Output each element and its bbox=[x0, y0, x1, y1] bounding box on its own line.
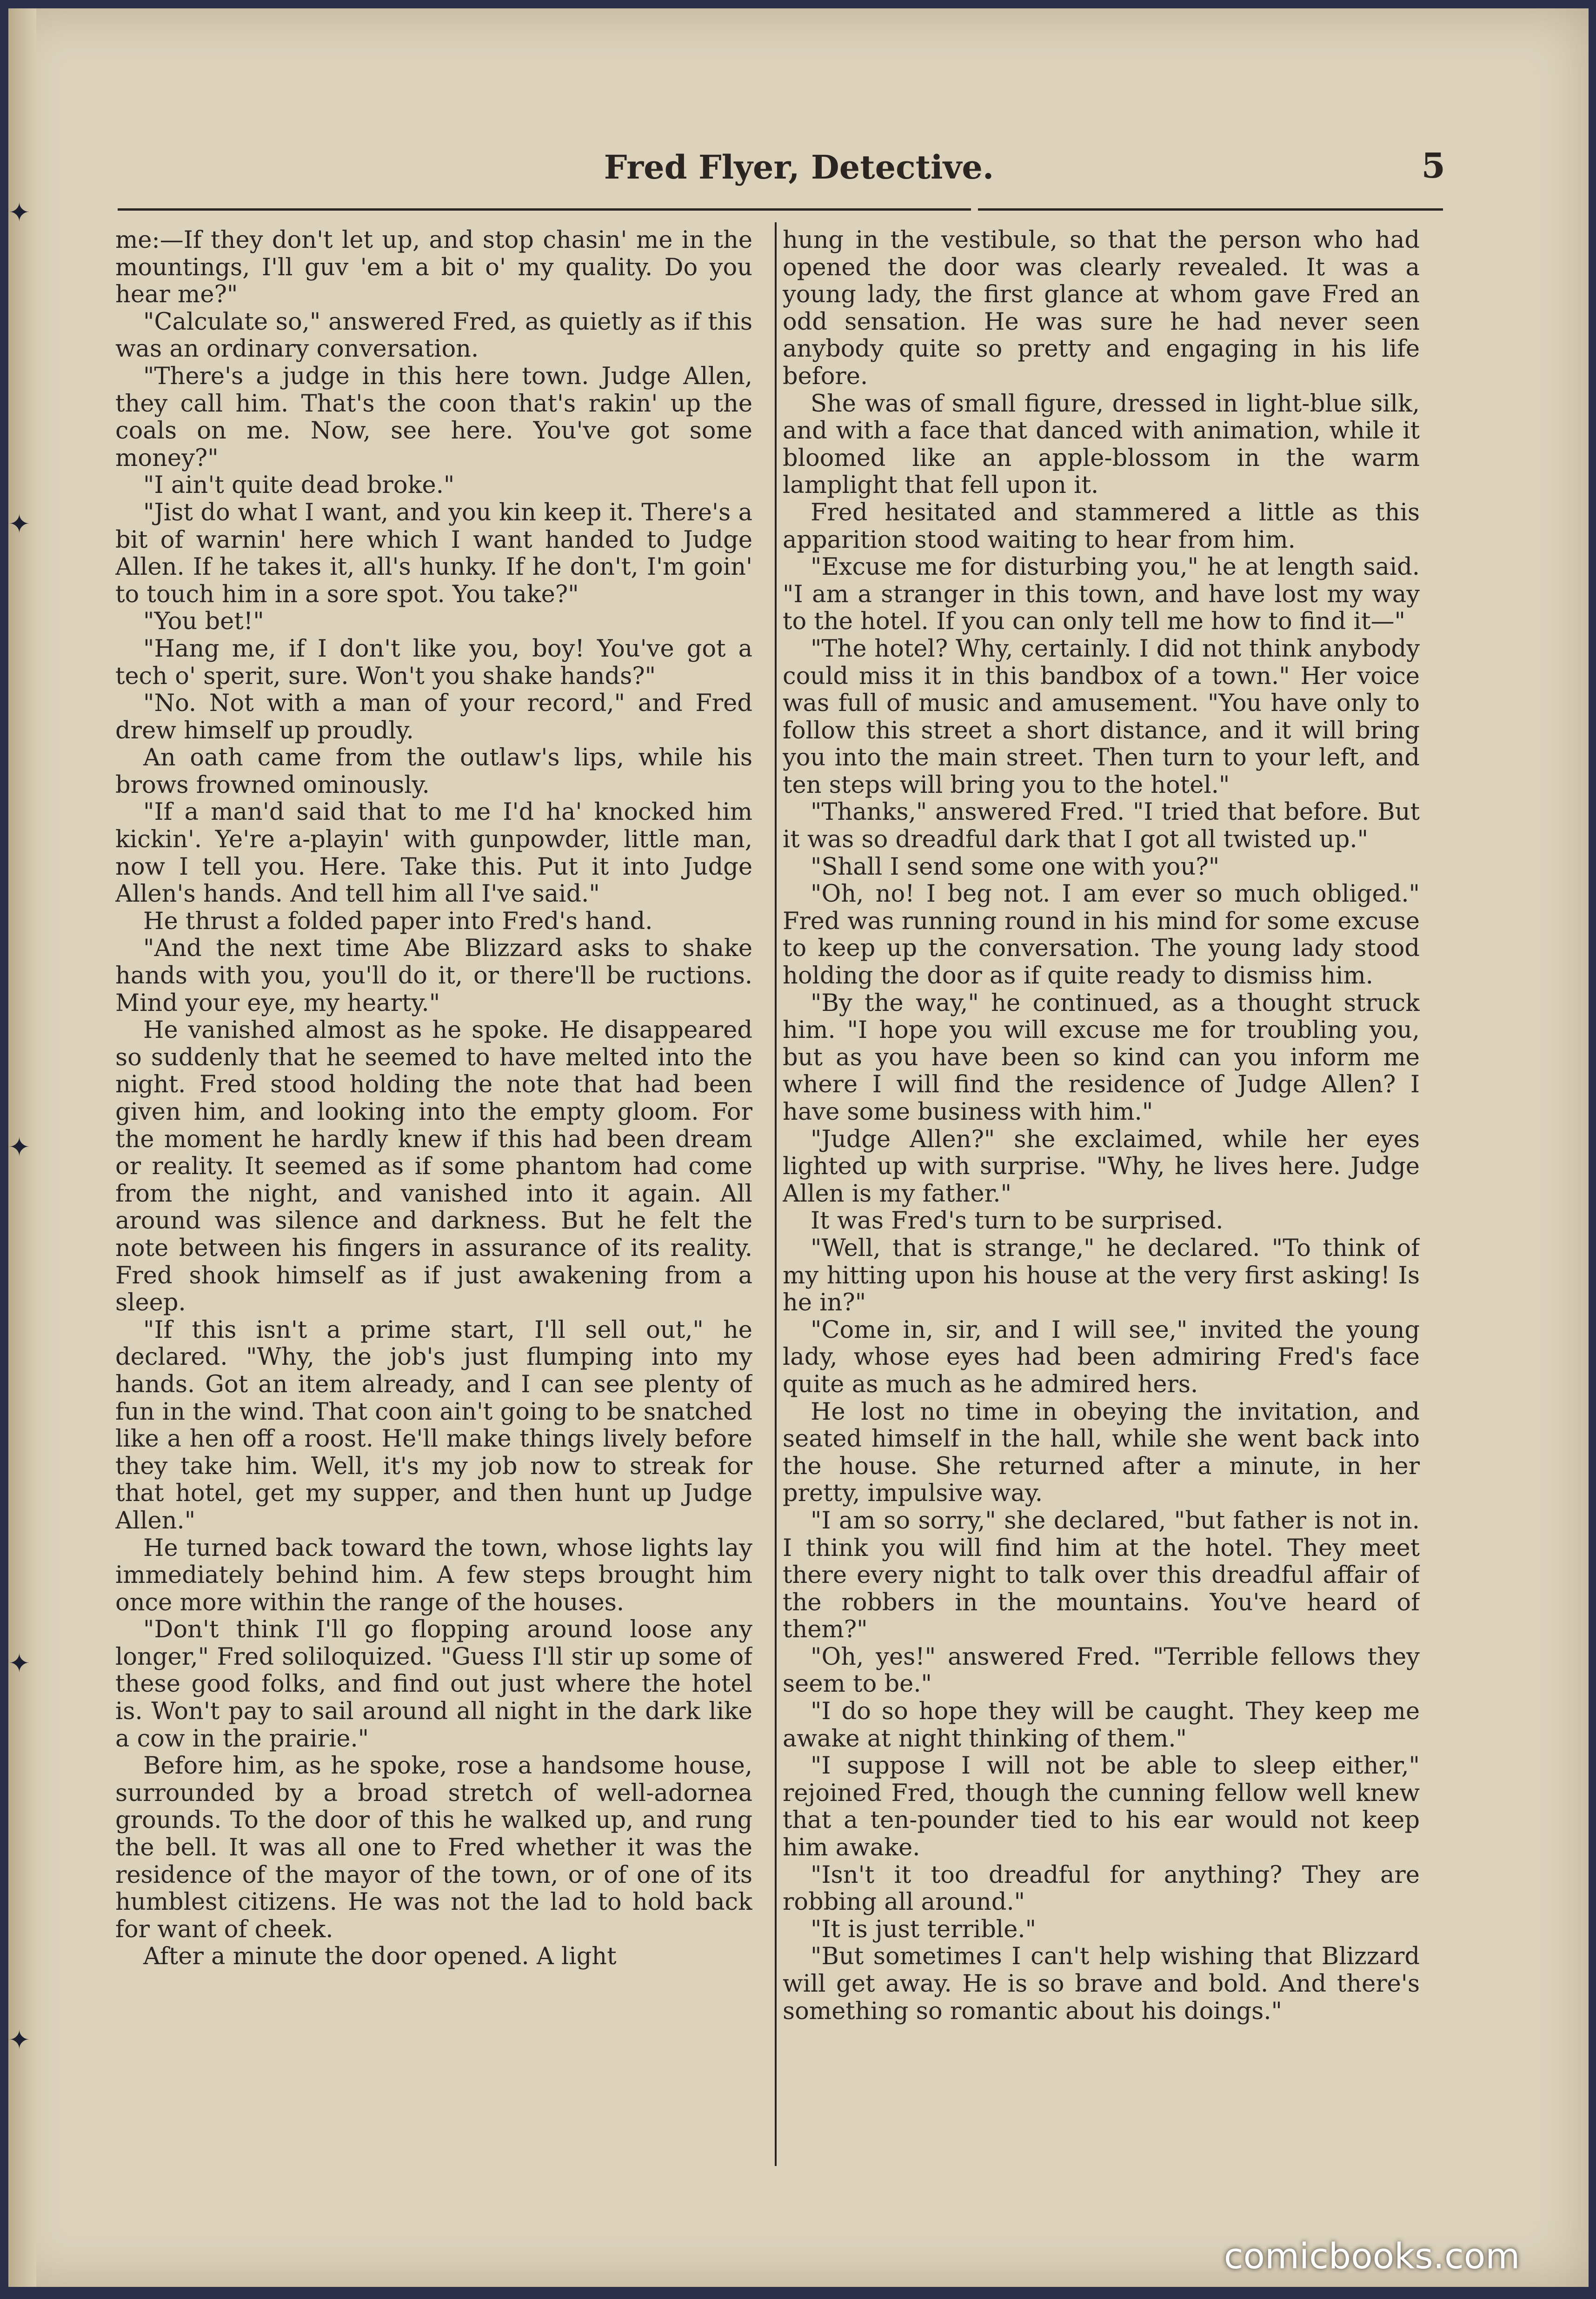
paragraph: "But sometimes I can't help wishing that Blizzard will get away. He is so brave and bold. And there's something so romantic about his doings." bbox=[783, 1943, 1420, 2025]
paragraph: "I am so sorry," she declared, "but father is not in. I think you will find him at the hotel. They meet there every night to talk over this dreadful affair of the robbers in the mountains. You've heard of them?" bbox=[783, 1507, 1420, 1644]
paragraph: "Calculate so," answered Fred, as quietly as if this was an ordinary conversation. bbox=[115, 308, 752, 363]
paragraph: "Well, that is strange," he declared. "To think of my hitting upon his house at the very first asking! Is he in?" bbox=[783, 1234, 1420, 1317]
paragraph: "It is just terrible." bbox=[811, 1915, 1037, 1943]
paragraph: "By the way," he continued, as a thought struck him. "I hope you will excuse me for troubling you, but as you have been so kind can you inform me where I will find the residence of Judge Allen? I have some business with him." bbox=[783, 989, 1420, 1126]
left-text-column bbox=[115, 227, 752, 2171]
right-text-column bbox=[783, 227, 1420, 2171]
paragraph: "Don't think I'll go flopping around loose any longer," Fred soliloquized. "Guess I'll stir up some of these good folks, and find out just where the hotel is. Won't pay to sail around all night in the dark like a cow in the prairie." bbox=[115, 1616, 752, 1753]
site-watermark: comicbooks.com bbox=[1224, 2235, 1520, 2277]
paragraph: "Thanks," answered Fred. "I tried that before. But it was so dreadful dark that I got all twisted up." bbox=[783, 798, 1420, 854]
paragraph: "You bet!" bbox=[143, 608, 264, 636]
paragraph: "If a man'd said that to me I'd ha' knocked him kickin'. Ye're a-playin' with gunpowder, little man, now I tell you. Here. Take this. Put it into Judge Allen's hands. And tell him all I've said." bbox=[115, 798, 752, 908]
paragraph: "Isn't it too dreadful for anything? They are robbing all around." bbox=[783, 1861, 1420, 1916]
paragraph: "And the next time Abe Blizzard asks to shake hands with you, you'll do it, or there'll be ructions. Mind your eye, my hearty." bbox=[115, 935, 752, 1017]
paragraph: Fred hesitated and stammered a little as this apparition stood waiting to hear from him. bbox=[783, 498, 1420, 554]
paragraph: "Jist do what I want, and you kin keep it. There's a bit of warnin' here which I want handed to Judge Allen. If he takes it, all's hunky. If he don't, I'm goin' to touch him in a sore spot. You take?" bbox=[115, 498, 752, 608]
paragraph: "I ain't quite dead broke." bbox=[143, 472, 455, 499]
binding-spine bbox=[8, 8, 36, 2287]
paragraph: "There's a judge in this here town. Judge Allen, they call him. That's the coon that's rakin' up the coals on me. Now, see here. You've got some money?" bbox=[115, 362, 752, 472]
paragraph: She was of small figure, dressed in light-blue silk, and with a face that danced with animation, while it bloomed like an apple-blossom in the warm lamplight that fell upon it. bbox=[783, 390, 1420, 499]
magazine-page bbox=[8, 8, 1589, 2287]
paragraph: "Come in, sir, and I will see," invited the young lady, whose eyes had been admiring Fred's face quite as much as he admired hers. bbox=[783, 1316, 1420, 1398]
paragraph: "Excuse me for disturbing you," he at length said. "I am a stranger in this town, and have lost my way to the hotel. If you can only tell me how to find it—" bbox=[783, 553, 1420, 636]
paragraph: An oath came from the outlaw's lips, while his brows frowned ominously. bbox=[115, 744, 752, 799]
paragraph: He thrust a folded paper into Fred's hand. bbox=[143, 907, 653, 935]
paragraph: "Judge Allen?" she exclaimed, while her eyes lighted up with surprise. "Why, he lives here. Judge Allen is my father." bbox=[783, 1125, 1420, 1208]
paragraph: "Oh, no! I beg not. I am ever so much obliged." Fred was running round in his mind for some excuse to keep up the conversation. The young lady stood holding the door as if quite ready to dismiss him. bbox=[783, 880, 1420, 990]
header-rule-right bbox=[978, 208, 1443, 211]
paragraph: "The hotel? Why, certainly. I did not think anybody could miss it in this bandbox of a town." Her voice was full of music and amusement. "You have only to follow this street a short distance, and it will bring you into the main street. Then turn to your left, and ten steps will bring you to the hotel." bbox=[783, 635, 1420, 799]
paragraph: "Hang me, if I don't like you, boy! You've got a tech o' sperit, sure. Won't you shake hands?" bbox=[115, 635, 752, 690]
staple-icon: ✦ bbox=[8, 1132, 30, 1163]
staple-icon: ✦ bbox=[8, 2025, 30, 2055]
paragraph: He vanished almost as he spoke. He disappeared so suddenly that he seemed to have melted into the night. Fred stood holding the note that had been given him, and looking into the empty gloom. For the moment he hardly knew if this had been dream or reality. It seemed as if some phantom had come from the night, and vanished into it again. All around was silence and darkness. But he felt the note between his fingers in assurance of its reality. Fred shook himself as if just awakening from a sleep. bbox=[115, 1017, 752, 1317]
column-divider bbox=[775, 222, 777, 2166]
paragraph: "If this isn't a prime start, I'll sell out," he declared. "Why, the job's just flumping into my hands. Got an item already, and I can see plenty of fun in the wind. That coon ain't going to be snatched like a hen off a roost. He'll make things lively before they take him. Well, it's my job now to streak for that hotel, get my supper, and then hunt up Judge Allen." bbox=[115, 1316, 752, 1535]
paragraph: "No. Not with a man of your record," and Fred drew himself up proudly. bbox=[115, 690, 752, 744]
staple-icon: ✦ bbox=[8, 1648, 30, 1679]
paragraph: "I do so hope they will be caught. They keep me awake at night thinking of them." bbox=[783, 1698, 1420, 1753]
paragraph: "Shall I send some one with you?" bbox=[811, 853, 1220, 881]
paragraph: Before him, as he spoke, rose a handsome house, surrounded by a broad stretch of well-adornea grounds. To the door of this he walked up, and rung the bell. It was all one to Fred whether it was the residence of the mayor of the town, or of one of its humblest citizens. He was not the lad to hold back for want of cheek. bbox=[115, 1752, 752, 1943]
paragraph: It was Fred's turn to be surprised. bbox=[811, 1207, 1224, 1235]
page-number: 5 bbox=[1421, 146, 1445, 186]
paragraph: "I suppose I will not be able to sleep either," rejoined Fred, though the cunning fellow well knew that a ten-pounder tied to his ear would not keep him awake. bbox=[783, 1752, 1420, 1862]
paragraph: hung in the vestibule, so that the person who had opened the door was clearly revealed. It was a young lady, the first glance at whom gave Fred an odd sensation. He was sure he had never seen anybody quite so pretty and engaging in his life before. bbox=[783, 227, 1420, 390]
paragraph: He turned back toward the town, whose lights lay immediately behind him. A few steps brought him once more within the range of the houses. bbox=[115, 1534, 752, 1616]
paragraph: me:—If they don't let up, and stop chasin' me in the mountings, I'll guv 'em a bit o' my quality. Do you hear me?" bbox=[115, 227, 752, 309]
staple-icon: ✦ bbox=[8, 198, 30, 228]
paragraph: After a minute the door opened. A light bbox=[143, 1943, 617, 1971]
header-rule-left bbox=[118, 208, 971, 211]
running-head-title: Fred Flyer, Detective. bbox=[604, 148, 994, 186]
staple-icon: ✦ bbox=[8, 509, 30, 539]
paragraph: He lost no time in obeying the invitation, and seated himself in the hall, while she went back into the house. She returned after a minute, in her pretty, impulsive way. bbox=[783, 1398, 1420, 1508]
paragraph: "Oh, yes!" answered Fred. "Terrible fellows they seem to be." bbox=[783, 1643, 1420, 1698]
